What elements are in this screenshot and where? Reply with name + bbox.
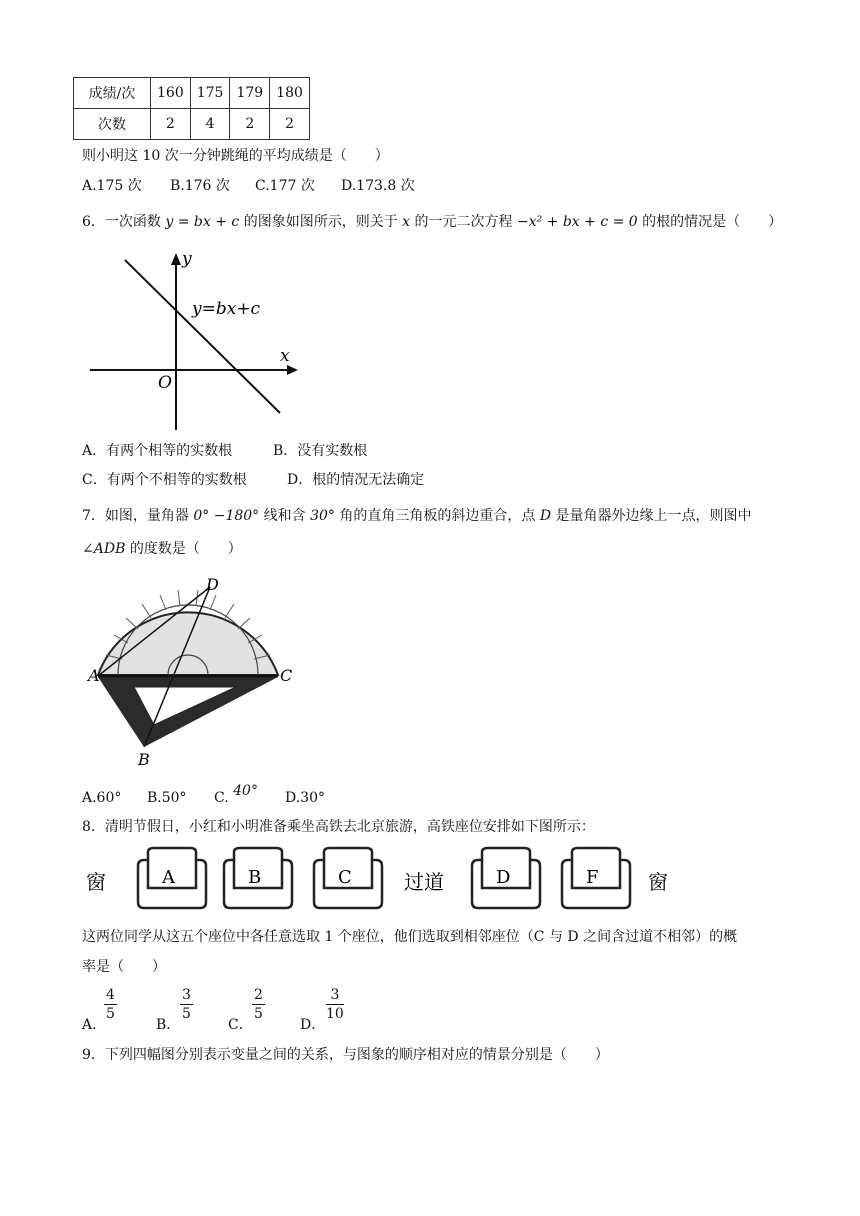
numerator: 2 [254,987,263,1003]
q7-stem-text: 是量角器外边缘上一点，则图中 [555,508,752,524]
seat-b-label: B [248,867,262,888]
q8-option-d-letter: D． [300,1017,326,1033]
q9-stem: 9．下列四幅图分别表示变量之间的关系，与图象的顺序相对应的情景分别是（ ） [82,1047,609,1063]
window-left-label: 窗 [86,870,106,894]
q6-stem-text: 的图象如图所示，则关于 [243,214,398,230]
q6-stem-text: 6．一次函数 [82,214,161,230]
score-table [73,77,310,140]
q8-option-a-fraction [104,986,117,1023]
q6-function: y = bx + c [165,214,240,230]
x-axis-label: x [280,346,290,366]
q7-option-b: B.50° [147,790,187,806]
table-cell: 160 [151,78,191,109]
table-cell: 2 [230,109,270,140]
q8-option-b-fraction [180,986,193,1023]
q7-option-d: D.30° [285,790,325,806]
numerator: 3 [326,986,344,1005]
linear-function-graph [88,248,303,433]
q8-option-a-letter: A． [82,1017,107,1033]
q5-option-c: C.177 次 [255,178,315,194]
table-cell: 次数 [74,109,151,140]
q7-option-a: A.60° [82,790,122,806]
numerator: 4 [106,987,115,1003]
q7-option-c [214,783,258,806]
q7-stem-text: 线和含 [263,508,306,524]
q6-option-a: A．有两个相等的实数根 [82,443,233,459]
q7-angle-expression: ∠ADB [82,541,126,557]
q7-stem-text: 7．如图，量角器 [82,508,189,524]
q6-equation: −x² + bx + c = 0 [516,214,638,230]
table-cell: 2 [270,109,310,140]
q6-option-d: D．根的情况无法确定 [287,472,425,488]
point-a-label: A [88,666,100,685]
q7-stem-text: 角的直角三角板的斜边重合，点 [339,508,536,524]
protractor-figure [86,575,296,770]
function-line [125,260,280,413]
q8-option-b-letter: B． [156,1017,181,1033]
denominator: 5 [182,1006,191,1022]
q6-stem-text: 的根的情况是（ ） [642,214,783,230]
q7-option-c-value: 40° [233,783,258,799]
q7-point: D [539,508,552,524]
q5-option-d: D.173.8 次 [341,178,415,194]
q7-option-c-letter: C. [214,790,229,806]
window-right-label: 窗 [648,870,668,894]
q5-stem: 则小明这 10 次一分钟跳绳的平均成绩是（ ） [82,148,389,164]
table-row [74,78,310,109]
q8-option-c-letter: C． [228,1017,253,1033]
q6-option-b: B．没有实数根 [273,443,368,459]
q7-stem-line1 [82,505,752,525]
table-cell: 2 [151,109,191,140]
table-cell: 4 [190,109,230,140]
q6-option-c: C．有两个不相等的实数根 [82,472,247,488]
q5-option-a: A.175 次 [82,178,142,194]
q6-variable: x [402,214,411,230]
origin-label: O [158,373,172,393]
q7-stem-text: 的度数是（ ） [129,541,242,557]
x-axis-arrow-icon [287,365,298,375]
q7-range: 0° −180° [193,508,260,524]
table-row [74,109,310,140]
q8-body-line2: 率是（ ） [82,959,166,975]
table-cell: 175 [190,78,230,109]
seat-c-label: C [338,867,352,888]
point-d-label: D [206,575,219,594]
point-c-label: C [280,666,293,685]
seat-f-label: F [586,867,599,888]
q8-option-c-fraction [252,986,265,1023]
table-cell: 180 [270,78,310,109]
q6-stem [82,211,782,231]
seat-diagram [86,846,686,914]
numerator: 3 [182,987,191,1003]
aisle-label: 过道 [404,870,444,894]
q7-stem-line2 [82,538,242,558]
q7-angle: 30° [310,508,335,524]
denominator: 5 [254,1006,263,1022]
seat-d-label: D [496,867,511,888]
q5-option-b: B.176 次 [170,178,230,194]
y-axis-arrow-icon [171,253,181,265]
seat-a-label: A [162,867,175,888]
q8-body-line1: 这两位同学从这五个座位中各任意选取 1 个座位，他们选取到相邻座位（C 与 D 之间含过道不相邻）的概 [82,929,738,945]
table-cell: 成绩/次 [74,78,151,109]
y-axis-label: y [182,249,192,269]
line-label: y=bx+c [192,299,261,319]
denominator: 5 [106,1006,115,1022]
denominator: 10 [326,1006,344,1022]
q6-stem-text: 的一元二次方程 [414,214,513,230]
q8-option-d-fraction [326,986,344,1023]
q8-stem: 8．清明节假日，小红和小明准备乘坐高铁去北京旅游，高铁座位安排如下图所示： [82,819,595,835]
table-cell: 179 [230,78,270,109]
point-b-label: B [138,750,150,769]
